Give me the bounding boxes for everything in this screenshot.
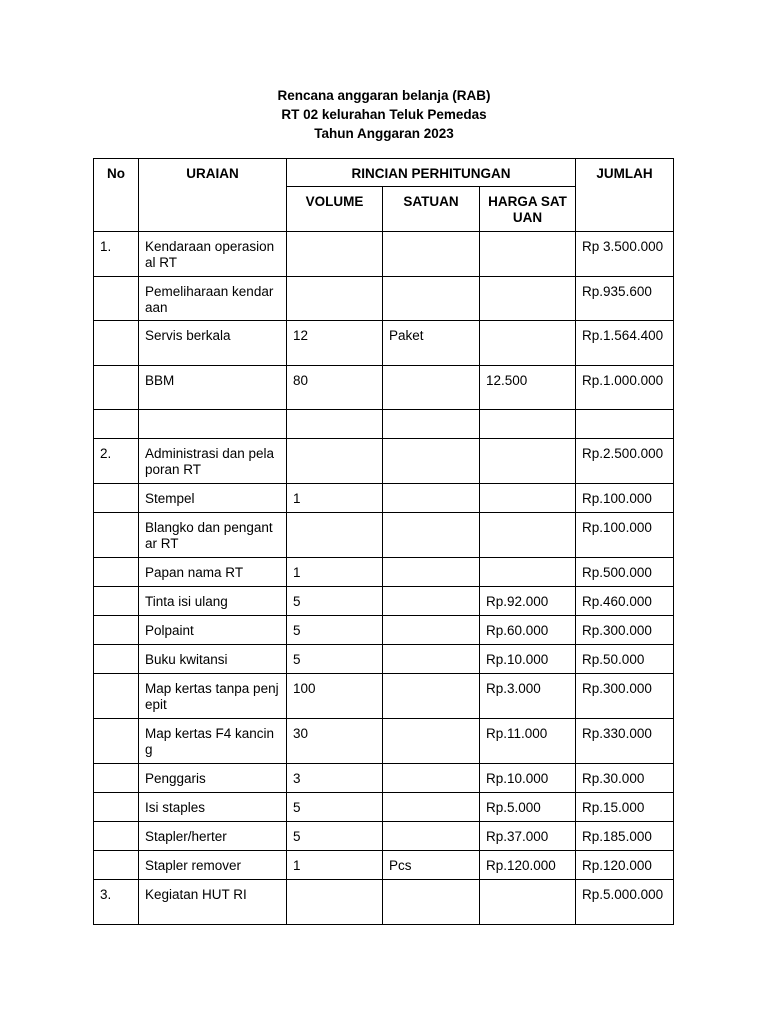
cell-uraian: Penggaris (139, 764, 287, 793)
cell-no (94, 558, 139, 587)
header-harga: HARGA SATUAN (480, 187, 576, 232)
cell-no (94, 410, 139, 439)
cell-harga: Rp.5.000 (480, 793, 576, 822)
cell-satuan (383, 484, 480, 513)
cell-no (94, 587, 139, 616)
cell-harga: Rp.60.000 (480, 616, 576, 645)
cell-volume (287, 880, 383, 925)
cell-no (94, 793, 139, 822)
cell-jumlah (576, 410, 674, 439)
cell-harga: 12.500 (480, 366, 576, 410)
cell-no (94, 764, 139, 793)
cell-jumlah: Rp.50.000 (576, 645, 674, 674)
cell-uraian: Papan nama RT (139, 558, 287, 587)
cell-satuan (383, 719, 480, 764)
cell-volume: 12 (287, 321, 383, 366)
table-row (94, 822, 674, 851)
cell-uraian: Kegiatan HUT RI (139, 880, 287, 925)
cell-harga (480, 513, 576, 558)
cell-volume: 1 (287, 558, 383, 587)
cell-uraian: BBM (139, 366, 287, 410)
cell-satuan (383, 880, 480, 925)
cell-uraian: Administrasi dan pelaporan RT (139, 439, 287, 484)
cell-harga: Rp.11.000 (480, 719, 576, 764)
cell-no (94, 513, 139, 558)
header-volume: VOLUME (287, 187, 383, 232)
cell-satuan (383, 366, 480, 410)
document-title (0, 86, 768, 143)
cell-satuan (383, 410, 480, 439)
cell-no (94, 674, 139, 719)
cell-uraian: Servis berkala (139, 321, 287, 366)
title-line-2: RT 02 kelurahan Teluk Pemedas (281, 107, 487, 122)
cell-volume (287, 410, 383, 439)
table-row (94, 793, 674, 822)
cell-volume: 30 (287, 719, 383, 764)
cell-jumlah: Rp 3.500.000 (576, 232, 674, 277)
cell-no: 3. (94, 880, 139, 925)
cell-jumlah: Rp.30.000 (576, 764, 674, 793)
table-row (94, 513, 674, 558)
cell-no (94, 366, 139, 410)
cell-satuan (383, 674, 480, 719)
cell-satuan: Pcs (383, 851, 480, 880)
header-row-1 (94, 159, 674, 187)
cell-no (94, 277, 139, 321)
table-row (94, 719, 674, 764)
cell-volume (287, 439, 383, 484)
cell-harga (480, 880, 576, 925)
cell-jumlah: Rp.300.000 (576, 674, 674, 719)
cell-satuan (383, 558, 480, 587)
cell-uraian: Stempel (139, 484, 287, 513)
cell-volume: 5 (287, 822, 383, 851)
table-row (94, 558, 674, 587)
cell-uraian: Stapler remover (139, 851, 287, 880)
cell-jumlah: Rp.100.000 (576, 513, 674, 558)
cell-no (94, 616, 139, 645)
header-satuan: SATUAN (383, 187, 480, 232)
cell-satuan (383, 439, 480, 484)
cell-jumlah: Rp.460.000 (576, 587, 674, 616)
cell-satuan (383, 232, 480, 277)
cell-uraian: Map kertas tanpa penjepit (139, 674, 287, 719)
cell-satuan (383, 616, 480, 645)
cell-harga: Rp.10.000 (480, 764, 576, 793)
cell-harga (480, 484, 576, 513)
table-row (94, 674, 674, 719)
table-row (94, 410, 674, 439)
cell-harga (480, 410, 576, 439)
cell-volume (287, 513, 383, 558)
cell-no (94, 321, 139, 366)
cell-satuan (383, 764, 480, 793)
cell-harga (480, 232, 576, 277)
cell-uraian: Pemeliharaan kendaraan (139, 277, 287, 321)
cell-harga: Rp.92.000 (480, 587, 576, 616)
table-row (94, 616, 674, 645)
cell-jumlah: Rp.935.600 (576, 277, 674, 321)
table-row (94, 484, 674, 513)
cell-no: 2. (94, 439, 139, 484)
cell-jumlah: Rp.330.000 (576, 719, 674, 764)
title-line-1: Rencana anggaran belanja (RAB) (277, 88, 491, 103)
cell-satuan: Paket (383, 321, 480, 366)
cell-harga: Rp.120.000 (480, 851, 576, 880)
header-rincian: RINCIAN PERHITUNGAN (287, 159, 576, 187)
cell-harga: Rp.10.000 (480, 645, 576, 674)
cell-volume: 3 (287, 764, 383, 793)
table-row (94, 321, 674, 366)
cell-no (94, 484, 139, 513)
cell-uraian: Tinta isi ulang (139, 587, 287, 616)
cell-harga (480, 439, 576, 484)
cell-jumlah: Rp.5.000.000 (576, 880, 674, 925)
cell-volume (287, 232, 383, 277)
cell-volume: 5 (287, 616, 383, 645)
cell-volume: 80 (287, 366, 383, 410)
cell-satuan (383, 587, 480, 616)
table-row (94, 880, 674, 925)
table-row (94, 439, 674, 484)
cell-jumlah: Rp.1.000.000 (576, 366, 674, 410)
cell-no (94, 851, 139, 880)
cell-jumlah: Rp.100.000 (576, 484, 674, 513)
cell-volume: 5 (287, 587, 383, 616)
cell-satuan (383, 513, 480, 558)
cell-uraian: Map kertas F4 kancing (139, 719, 287, 764)
cell-satuan (383, 793, 480, 822)
table-body (94, 232, 674, 925)
cell-uraian: Blangko dan pengantar RT (139, 513, 287, 558)
cell-no: 1. (94, 232, 139, 277)
cell-volume: 5 (287, 793, 383, 822)
cell-harga (480, 321, 576, 366)
header-jumlah: JUMLAH (576, 159, 674, 232)
title-line-3: Tahun Anggaran 2023 (314, 126, 454, 141)
cell-jumlah: Rp.500.000 (576, 558, 674, 587)
table-row (94, 851, 674, 880)
header-no: No (94, 159, 139, 232)
cell-satuan (383, 645, 480, 674)
header-uraian: URAIAN (139, 159, 287, 232)
cell-jumlah: Rp.2.500.000 (576, 439, 674, 484)
cell-jumlah: Rp.185.000 (576, 822, 674, 851)
cell-uraian: Isi staples (139, 793, 287, 822)
table-row (94, 764, 674, 793)
cell-uraian: Polpaint (139, 616, 287, 645)
cell-volume: 100 (287, 674, 383, 719)
cell-volume: 1 (287, 851, 383, 880)
cell-no (94, 719, 139, 764)
budget-table (93, 158, 674, 925)
cell-jumlah: Rp.1.564.400 (576, 321, 674, 366)
cell-jumlah: Rp.120.000 (576, 851, 674, 880)
cell-jumlah: Rp.300.000 (576, 616, 674, 645)
table-row (94, 366, 674, 410)
table-row (94, 587, 674, 616)
cell-volume (287, 277, 383, 321)
cell-uraian: Stapler/herter (139, 822, 287, 851)
cell-harga (480, 558, 576, 587)
cell-no (94, 822, 139, 851)
cell-harga: Rp.37.000 (480, 822, 576, 851)
table-row (94, 277, 674, 321)
cell-volume: 5 (287, 645, 383, 674)
table-row (94, 232, 674, 277)
cell-harga (480, 277, 576, 321)
cell-satuan (383, 277, 480, 321)
cell-satuan (383, 822, 480, 851)
cell-no (94, 645, 139, 674)
cell-jumlah: Rp.15.000 (576, 793, 674, 822)
cell-harga: Rp.3.000 (480, 674, 576, 719)
cell-uraian: Buku kwitansi (139, 645, 287, 674)
cell-uraian: Kendaraan operasional RT (139, 232, 287, 277)
table-row (94, 645, 674, 674)
cell-uraian (139, 410, 287, 439)
cell-volume: 1 (287, 484, 383, 513)
